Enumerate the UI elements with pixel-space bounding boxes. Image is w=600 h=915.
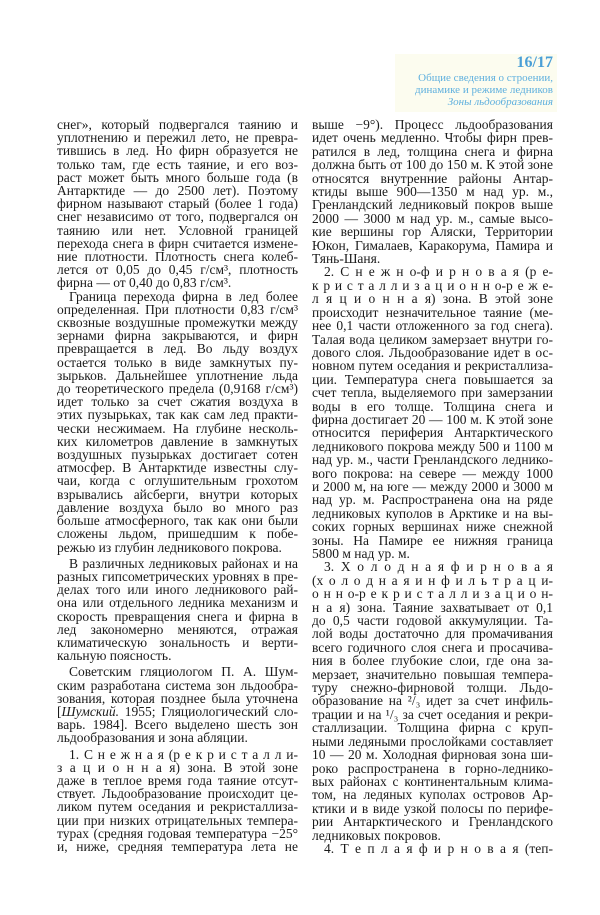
text-line: Юкон, Гималаев, Каракорума, Памира и xyxy=(312,237,553,253)
text-line: ции при низких отрицательных темпера- xyxy=(57,812,298,828)
text-line: ледниковых куполов в Арктике и на вы- xyxy=(312,505,553,521)
text-line: л я ц и о н н а я) зона. В этой зоне xyxy=(312,291,553,307)
text-line: тившись в лед. Но фирн образуется не xyxy=(57,143,298,159)
text-line: мерзает, значительно повышая темпера- xyxy=(312,666,553,682)
paragraph xyxy=(57,665,298,744)
subsection-title: Зоны льдообразования xyxy=(447,96,553,108)
text-line: таянию или нет. Условной границей xyxy=(57,222,298,238)
text-line: кальную поясность. xyxy=(57,648,172,664)
text-line: зоны. На Памире ее нижняя граница xyxy=(312,532,553,548)
text-line: делах того или иного ледникового рай- xyxy=(57,582,298,598)
text-line: зования, которая позднее была уточнена xyxy=(57,690,298,706)
text-line: новном путем оседания и рекристаллиза- xyxy=(312,358,553,374)
text-line: сквозные воздушные промежутки между xyxy=(57,315,298,331)
text-line: варь. 1984]. Всего выделено шесть зон xyxy=(57,717,298,733)
page-numbers: 16/17 xyxy=(516,54,553,71)
text-line: сталлизации. Толщина фирна с круп- xyxy=(312,720,553,736)
text-line: лед закономерно меняются, отражая xyxy=(57,621,298,637)
text-line: лой воды достаточно для промачивания xyxy=(312,626,553,642)
text-line: над ур. м. Распространена она на ряде xyxy=(312,492,553,508)
text-line: 2. С н е ж н о-ф и р н о в а я (р е- xyxy=(324,264,553,280)
text-line: раст может быть много больше года (в xyxy=(57,169,298,185)
text-line: идет только за счет сжатия воздуха в xyxy=(57,394,298,410)
text-line: всего годичного слоя снега и просачива- xyxy=(312,639,553,655)
text-line: роко распространена в горно-леднико- xyxy=(312,760,553,776)
text-line: выше −9°). Процесс льдообразования xyxy=(312,117,553,132)
text-line: Советским гляциологом П. А. Шум- xyxy=(69,664,298,680)
text-line: чаи, когда с оглушительным грохотом xyxy=(57,473,298,489)
text-line: снег независимо от того, подвергался он xyxy=(57,209,298,225)
text-line: Тянь-Шаня. xyxy=(312,251,381,267)
text-line: 4. Т е п л а я ф и р н о в а я (теп- xyxy=(324,840,553,856)
text-line: воды в его толще. Толщина снега и xyxy=(312,398,553,414)
text-line: туру снежно-фирновой толщи. Льдо- xyxy=(312,680,553,696)
paragraph xyxy=(57,557,298,663)
text-line: фирном называют старый (более 1 года) xyxy=(57,196,298,212)
text-line: ния в более глубокие слои, где она за- xyxy=(312,653,553,669)
text-line: трации и на ¹/₃ за счет оседания и рекри- xyxy=(312,706,553,722)
text-line: разных гипсометрических уровнях в пре- xyxy=(57,568,298,584)
text-line: остается только в виде замкнутых пу- xyxy=(57,354,298,370)
paragraph xyxy=(312,560,553,842)
text-line: вого покрова: на севере — между 1000 xyxy=(312,465,553,481)
text-line: должна быть от 100 до 150 м. К этой зоне xyxy=(312,157,553,173)
text-line: определенная. При плотности 0,83 г/см³ xyxy=(57,301,298,317)
text-line: только там, где есть таяние, и его воз- xyxy=(57,156,298,172)
text-line: 2000 — 3000 м над ур. м., самые высо- xyxy=(312,210,553,226)
text-line: Талая вода целиком замерзает внутри го- xyxy=(312,331,553,347)
text-line: ными ледяными прослойками составляет xyxy=(312,733,553,749)
text-line: атмосфер. В Антарктиде известны слу- xyxy=(57,460,298,476)
text-line: Граница перехода фирна в лед более xyxy=(69,288,298,304)
text-line: (х о л о д н а я и н ф и л ь т р а ц и- xyxy=(312,572,553,588)
text-line: зернами фирна закрываются, и фирн xyxy=(57,328,298,344)
text-line: этих пузырьках, так как сам лед практи- xyxy=(57,407,298,423)
text-line: воздушных пузырьках достигает сотен xyxy=(57,447,298,463)
text-line: лется от 0,05 до 0,45 г/см³, плотность xyxy=(57,262,298,278)
text-line: вых районах с континентальным клима- xyxy=(312,773,553,789)
text-line: образование на ²/₃ идет за счет инфиль- xyxy=(312,693,553,709)
text-line: фирна — от 0,40 до 0,83 г/см³. xyxy=(57,275,232,291)
text-line: до теоретического предела (0,9168 г/см³) xyxy=(57,381,298,397)
right-text-column xyxy=(312,118,553,855)
text-line: ствует. Льдообразование происходит це- xyxy=(57,786,298,802)
text-line: В различных ледниковых районах и на xyxy=(69,555,298,571)
text-line: она или отдельного ледника механизм и xyxy=(57,595,298,611)
text-span: [ xyxy=(57,703,62,719)
text-line: Антарктиде — до 2500 лет). Поэтому xyxy=(57,183,298,199)
text-line: взрывались айсберги, внутри которых xyxy=(57,486,298,502)
text-line: уплотнению и пережил лето, не превра- xyxy=(57,130,298,146)
left-text-column xyxy=(57,118,298,853)
text-line: относится периферия Антарктического xyxy=(312,425,553,441)
text-span: 1955; Гляциологический сло- xyxy=(119,703,298,719)
text-line: ктики и в виде узкой полосы по перифе- xyxy=(312,800,553,816)
text-line: скорость превращения снега и фирна в xyxy=(57,608,298,624)
text-line: ции. Температура снега повышается за xyxy=(312,371,553,387)
text-line: ких километров давление в замкнутых xyxy=(57,433,298,449)
paragraph xyxy=(312,265,553,560)
text-line: соких горных вершинах ниже снежной xyxy=(312,519,553,535)
text-line: 1. С н е ж н а я (р е к р и с т а л л и- xyxy=(69,746,298,762)
text-line: происходит незначительное таяние (ме- xyxy=(312,304,553,320)
text-line: климатическую зональность и верти- xyxy=(57,634,298,650)
text-line: том, на ледяных куполах островов Ар- xyxy=(312,787,553,803)
text-line: счет тепла, выделяемого при замерзании xyxy=(312,385,553,401)
text-line: ледниковых покровов. xyxy=(312,827,441,843)
text-line: фирна достигает 20 — 100 м. К этой зоне xyxy=(312,411,553,427)
citation-author: Шумский. xyxy=(61,703,120,719)
text-line: относятся внутренние районы Антар- xyxy=(312,170,553,186)
text-line: нее 0,1 части отложенного за год снега). xyxy=(312,318,553,334)
text-line: льдообразования и зона абляции. xyxy=(57,730,248,746)
text-line: турах (средняя годовая температура −25° xyxy=(57,825,298,841)
text-line: режью из глубин ледникового покрова. xyxy=(57,539,282,555)
text-line: ние плотности. Плотность снега колеб- xyxy=(57,249,298,265)
text-line: превращается в лед. Во льду воздух xyxy=(57,341,298,357)
text-line: больше атмосферного, так как они были xyxy=(57,513,298,529)
text-line: снег», который подвергался таянию и xyxy=(57,117,298,132)
text-line: 3. Х о л о д н а я ф и р н о в а я xyxy=(324,559,553,575)
section-title-line-1: Общие сведения о строении, xyxy=(418,72,553,84)
text-line: сложены льдом, пришедшим к побе- xyxy=(57,526,298,542)
text-line: к р и с т а л л и з а ц и о н н о-р е ж е- xyxy=(312,277,553,293)
section-title-line-2: динамике и режиме ледников xyxy=(415,84,553,96)
text-line: и 2000 м, на юге — между 2000 и 3000 м xyxy=(312,478,553,494)
running-header xyxy=(395,54,557,112)
text-line: рии Антарктического и Гренландского xyxy=(312,814,553,830)
text-line: давление воздуха было во много раз xyxy=(57,499,298,515)
text-line: ратился в лед, толщина снега и фирна xyxy=(312,143,553,159)
paragraph xyxy=(57,748,298,854)
text-line: кие вершины гор Аляски, Территории xyxy=(312,224,553,240)
text-line: 10 — 20 м. Холодная фирновая зона ши- xyxy=(312,747,553,763)
text-line: з а ц и о н н а я) зона. В этой зоне xyxy=(57,759,298,775)
text-line: зырьков. Дальнейшее уплотнение льда xyxy=(57,367,298,383)
text-line: Гренландский ледниковый покров выше xyxy=(312,197,553,213)
paragraph xyxy=(57,290,298,554)
text-line: ским разработана система зон льдообра- xyxy=(57,677,298,693)
text-line: перехода снега в фирн считается измене- xyxy=(57,235,298,251)
text-line: идет очень медленно. Чтобы фирн прев- xyxy=(312,130,553,146)
paragraph xyxy=(312,118,553,265)
text-line: о н н о-р е к р и с т а л л и з а ц и о н- xyxy=(312,586,553,602)
text-line: 5800 м над ур. м. xyxy=(312,546,410,561)
text-line: до 0,5 части годовой аккумуляции. Та- xyxy=(312,613,553,629)
paragraph xyxy=(57,118,298,290)
text-line: ктиды выше 900—1350 м над ур. м., xyxy=(312,184,553,200)
text-line: даже в теплое время года таяние отсут- xyxy=(57,772,298,788)
text-line: ликом путем оседания и рекристаллиза- xyxy=(57,799,298,815)
text-line: ледникового покрова между 500 и 1100 м xyxy=(312,438,553,454)
text-line: дового слоя. Льдообразование идет в ос- xyxy=(312,344,553,360)
text-line: над ур. м., части Гренландского леднико- xyxy=(312,452,553,468)
paragraph xyxy=(312,842,553,855)
text-line: н а я) зона. Таяние захватывает от 0,1 xyxy=(312,599,553,615)
text-line: и, ниже, средняя температура лета не xyxy=(57,838,298,854)
text-line: чески несжимаем. На глубине несколь- xyxy=(57,420,298,436)
